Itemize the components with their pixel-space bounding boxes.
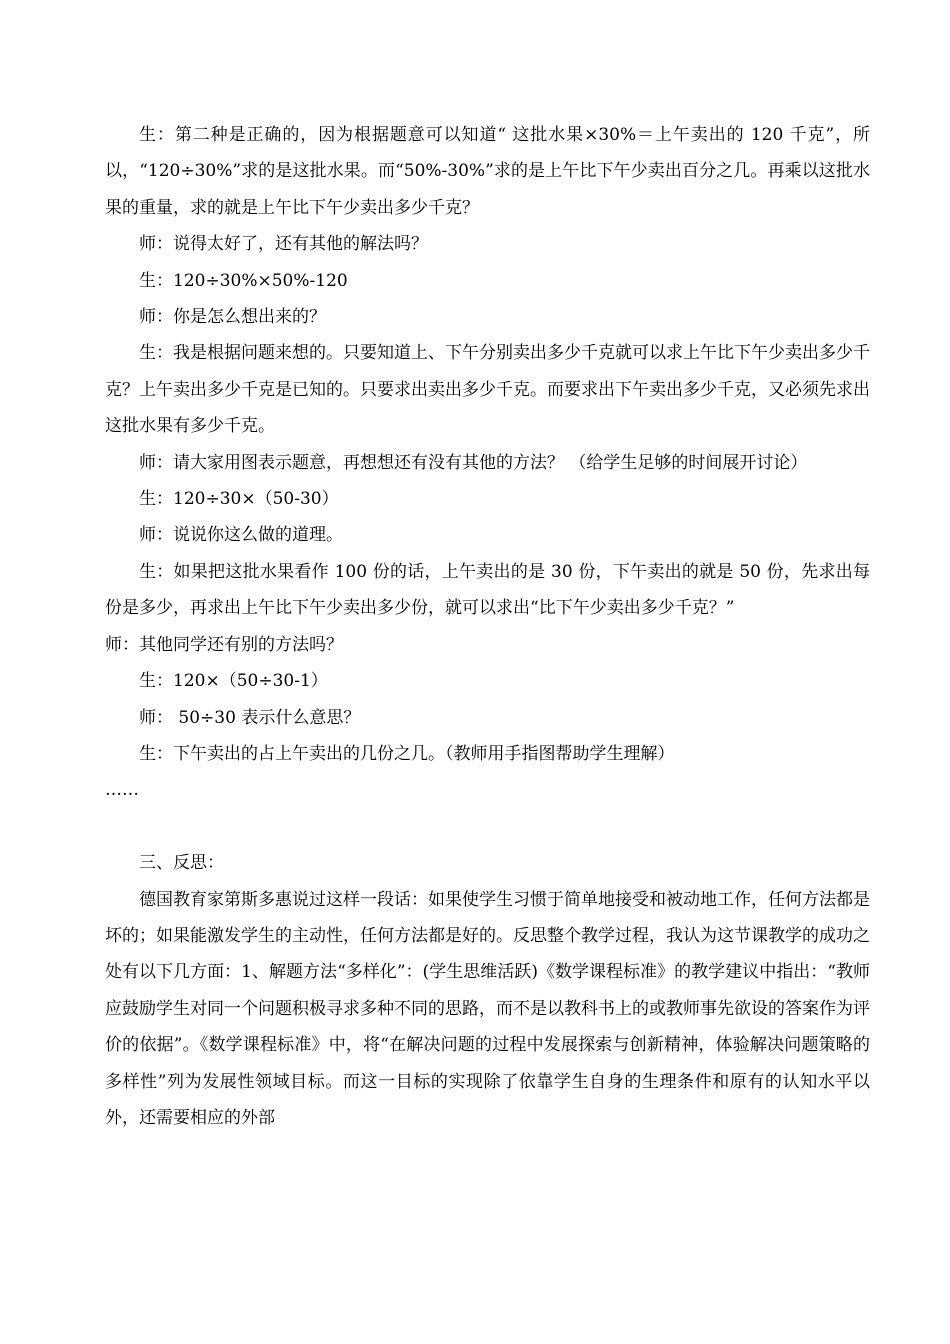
dialogue-paragraph: 师：请大家用图表示题意，再想想还有没有其他的方法？ （给学生足够的时间展开讨论）	[139, 452, 808, 473]
blank-line	[105, 809, 870, 845]
document-body	[105, 117, 870, 1136]
reflection-paragraph: 德国教育家第斯多惠说过这样一段话：如果使学生习惯于简单地接受和被动地工作，任何方法都是坏的；如果能激发学生的主动性，任何方法都是好的。反思整个教学过程，我认为这节课教学的成功之处有以下几方面：1、解题方法“多样化”：(学生思维活跃)《数学课程标准》的教学建议中指出：“教师应鼓励学生对同一个问题积极寻求多种不同的思路，而不是以教科书上的或教师事先欲设的答案作为评价的依据”。《数学课程标准》中，将“在解决问题的过程中发展探索与创新精神，体验解决问题策略的多样性”列为发展性领域目标。而这一目标的实现除了依靠学生自身的生理条件和原有的认知水平以外，还需要相应的外部	[105, 889, 870, 1128]
dialogue-paragraph: 生：下午卖出的占上午卖出的几份之几。（教师用手指图帮助学生理解）	[139, 743, 675, 764]
ellipsis: ……	[105, 780, 139, 801]
dialogue-paragraph: 生：第二种是正确的，因为根据题意可以知道“ 这批水果×30%＝上午卖出的 120 千克”，所以，“120÷30%”求的是这批水果。而“50%-30%”求的是上午比下午少卖出百分之几。再乘以这批水果的重量，求的就是上午比下午少卖出多少千克？	[105, 125, 870, 218]
dialogue-paragraph: 生：120×（50÷30-1）	[139, 671, 328, 692]
dialogue-paragraph: 生：120÷30×（50-30）	[139, 489, 339, 510]
dialogue-paragraph: 生：120÷30%×50%-120	[139, 270, 348, 291]
dialogue-paragraph: 师：说得太好了，还有其他的解法吗？	[139, 234, 428, 255]
dialogue-paragraph: 生：如果把这批水果看作 100 份的话，上午卖出的是 30 份，下午卖出的就是 50 份，先求出每份是多少，再求出上午比下午少卖出多少份，就可以求出“比下午少卖出多少千克？”	[105, 561, 870, 619]
dialogue-paragraph: 师：你是怎么想出来的？	[139, 307, 326, 328]
dialogue-paragraph: 师：说说你这么做的道理。	[139, 525, 343, 546]
dialogue-line-unindented: 师：其他同学还有别的方法吗？	[105, 634, 343, 655]
section-heading: 三、反思：	[139, 853, 224, 874]
dialogue-paragraph: 生：我是根据问题来想的。只要知道上、下午分别卖出多少千克就可以求上午比下午少卖出多少千克？上午卖出多少千克是已知的。只要求出卖出多少千克。而要求出下午卖出多少千克，又必须先求出这批水果有多少千克。	[105, 343, 870, 437]
dialogue-paragraph: 师： 50÷30 表示什么意思？	[139, 707, 361, 728]
